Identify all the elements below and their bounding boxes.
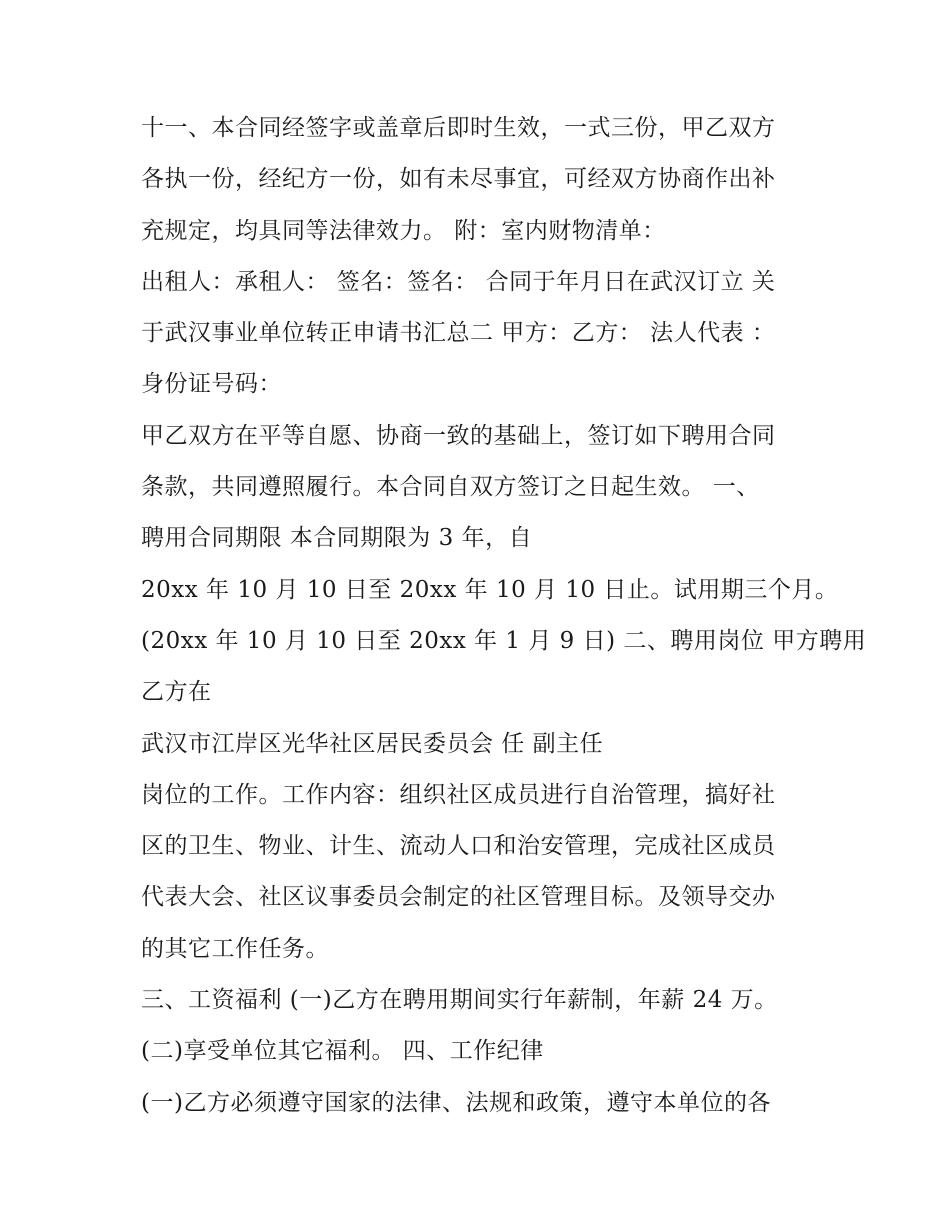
text-line: 20xx 年 10 月 10 日至 20xx 年 10 月 10 日止。试用期三个月。 bbox=[141, 576, 839, 603]
text-line: 的其它工作任务。 bbox=[141, 935, 329, 962]
text-line: 于武汉事业单位转正申请书汇总二 甲方：乙方： 法人代表 ： bbox=[141, 320, 776, 347]
text-line: 岗位的工作。工作内容：组织社区成员进行自治管理，搞好社 bbox=[141, 781, 776, 808]
text-line: 乙方在 bbox=[141, 679, 212, 706]
document-body bbox=[141, 108, 867, 1134]
text-line: (20xx 年 10 月 10 日至 20xx 年 1 月 9 日) 二、聘用岗位 甲方聘用 bbox=[141, 627, 867, 654]
text-line: 武汉市江岸区光华社区居民委员会 任 副主任 bbox=[141, 730, 604, 757]
text-line: 身份证号码： bbox=[141, 371, 282, 398]
text-line: 聘用合同期限 本合同期限为 3 年，自 bbox=[141, 525, 533, 552]
text-line: 三、工资福利 (一)乙方在聘用期间实行年薪制，年薪 24 万。 bbox=[141, 987, 778, 1014]
text-line: 甲乙双方在平等自愿、协商一致的基础上，签订如下聘用合同 bbox=[141, 422, 776, 449]
text-line: (二)享受单位其它福利。 四、工作纪律 bbox=[141, 1038, 544, 1065]
text-line: 十一、本合同经签字或盖章后即时生效，一式三份，甲乙双方 bbox=[141, 115, 776, 141]
text-line: (一)乙方必须遵守国家的法律、法规和政策，遵守本单位的各 bbox=[141, 1089, 771, 1116]
text-line: 充规定，均具同等法律效力。 附：室内财物清单： bbox=[141, 217, 666, 244]
text-line: 条款，共同遵照履行。本合同自双方签订之日起生效。 一、 bbox=[141, 474, 760, 501]
text-line: 各执一份，经纪方一份，如有未尽事宜，可经双方协商作出补 bbox=[141, 166, 776, 193]
text-line: 出租人：承租人： 签名：签名： 合同于年月日在武汉订立 关 bbox=[141, 268, 776, 295]
text-line: 区的卫生、物业、计生、流动人口和治安管理，完成社区成员 bbox=[141, 833, 776, 860]
text-line: 代表大会、社区议事委员会制定的社区管理目标。及领导交办 bbox=[141, 884, 776, 911]
